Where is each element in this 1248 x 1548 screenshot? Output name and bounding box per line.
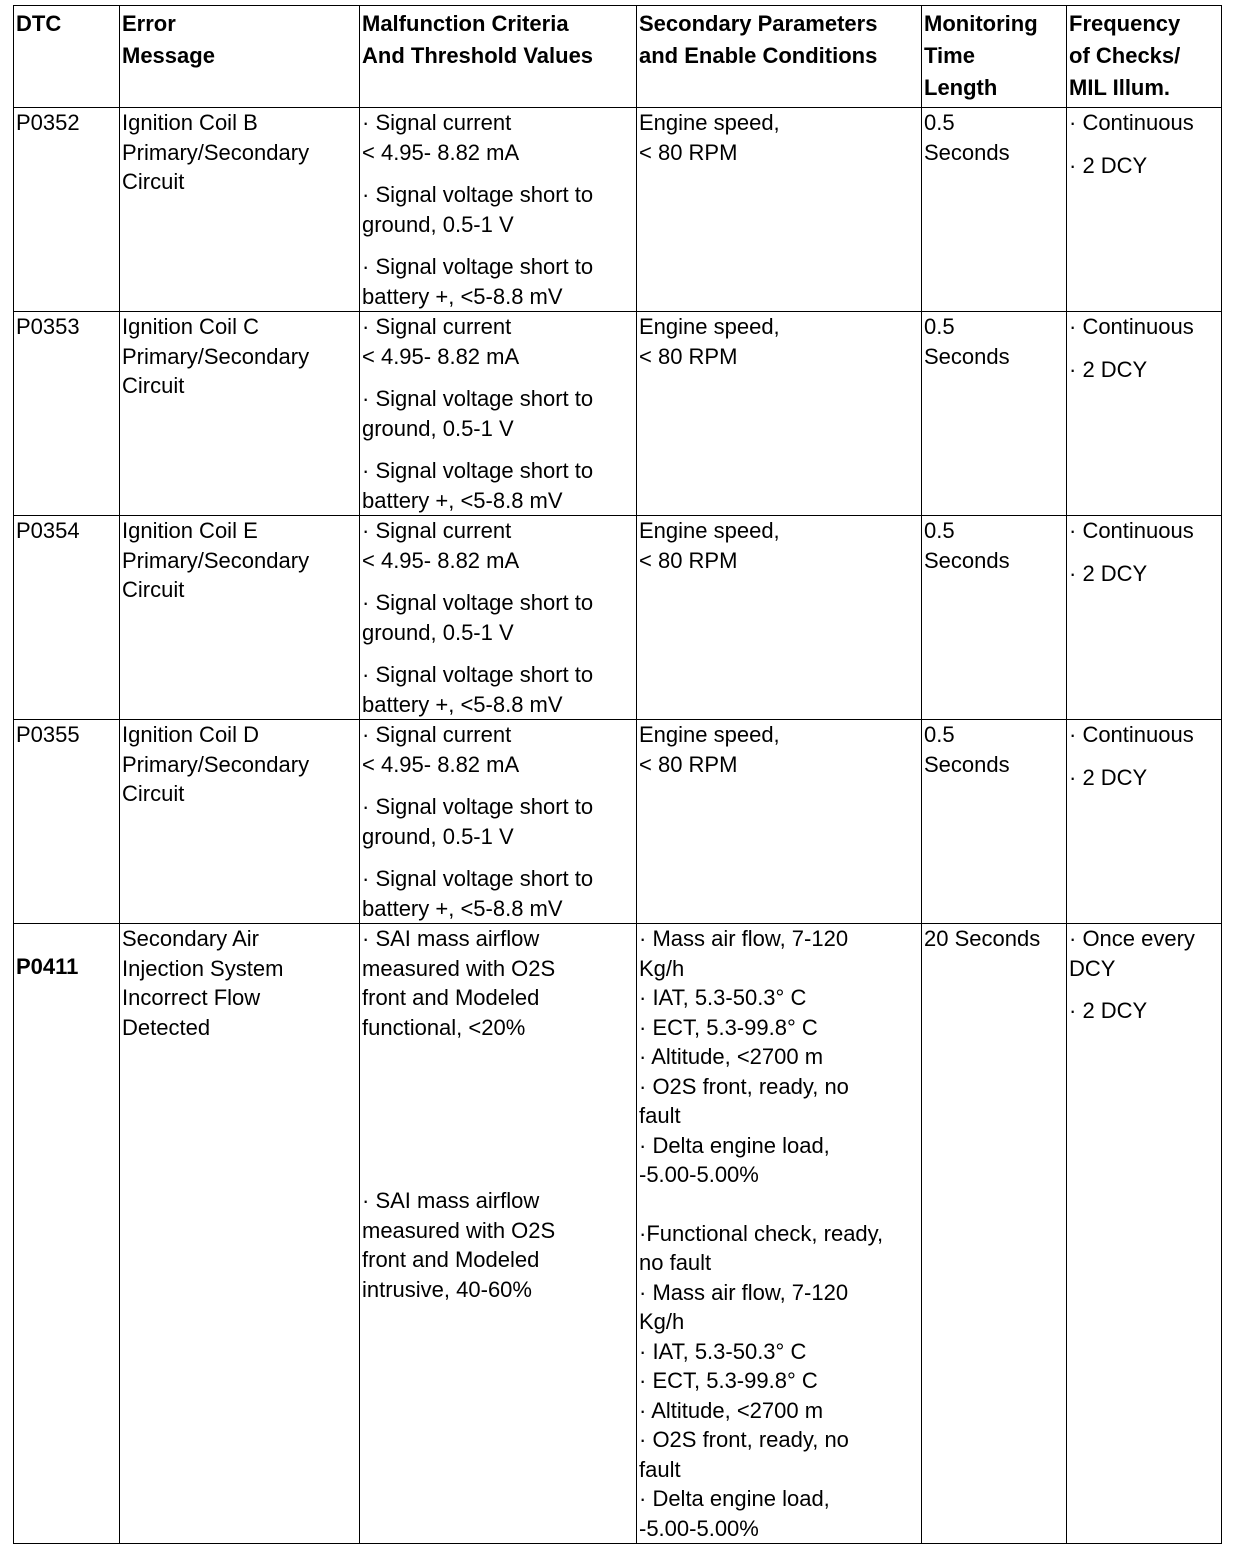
cell-line: · Signal voltage short to [362, 182, 594, 207]
error-message-cell [120, 924, 360, 1544]
cell-line: < 80 RPM [639, 343, 738, 369]
cell-line: ·Functional check, ready, [639, 1220, 884, 1246]
header-dtc: DTC [14, 6, 120, 108]
secondary-params-cell [637, 924, 922, 1544]
header-row [14, 6, 1222, 108]
malfunction-cell [360, 720, 637, 924]
cell-line: front and Modeled [362, 985, 540, 1010]
cell-line: Primary/Secondary [122, 343, 310, 369]
cell-line: Seconds [924, 751, 1010, 777]
cell-line: · Continuous [1069, 110, 1194, 135]
cell-line: Engine speed, [639, 314, 780, 339]
cell-line: -5.00-5.00% [639, 1162, 759, 1187]
cell-line: · Signal voltage short to [362, 794, 594, 819]
cell-line: · IAT, 5.3-50.3° C [639, 1338, 807, 1364]
cell-line: Secondary Air [122, 926, 259, 951]
secondary-params-cell [637, 108, 922, 312]
cell-line: · 2 DCY [1069, 764, 1148, 790]
cell-line: · Signal current [362, 722, 512, 747]
dtc-cell [14, 108, 120, 312]
header-monitoring-time: Monitoring Time Length [922, 6, 1067, 108]
cell-line: · Once every [1069, 926, 1195, 951]
cell-line: 0.5 [924, 518, 955, 543]
cell-line: · Signal voltage short to [362, 590, 594, 615]
coil-rows [14, 108, 1222, 924]
cell-line: fault [639, 1103, 681, 1128]
dtc-code: P0355 [16, 722, 80, 747]
cell-line: · Delta engine load, [639, 1132, 830, 1158]
header-frequency: Frequency of Checks/ MIL Illum. [1067, 6, 1222, 108]
cell-line: < 80 RPM [639, 547, 738, 573]
monitoring-time-cell [922, 108, 1067, 312]
monitoring-time-cell [922, 312, 1067, 516]
cell-line: · 2 DCY [1069, 560, 1148, 586]
malfunction-intrusive-block [362, 1186, 636, 1304]
cell-line: · Signal current [362, 110, 512, 135]
cell-line: · O2S front, ready, no [639, 1073, 849, 1099]
frequency-cell [1067, 108, 1222, 312]
secondary-params-cell [637, 516, 922, 720]
cell-line: Ignition Coil C [122, 314, 259, 339]
table-row-p0354 [14, 516, 1222, 720]
cell-line: Engine speed, [639, 110, 780, 135]
cell-line: · ECT, 5.3-99.8° C [639, 1368, 818, 1393]
cell-line: · ECT, 5.3-99.8° C [639, 1014, 818, 1040]
cell-line: < 4.95- 8.82 mA [362, 547, 520, 573]
cell-line: battery +, <5-8.8 mV [362, 895, 563, 921]
cell-line: Primary/Secondary [122, 139, 310, 165]
error-message-cell [120, 720, 360, 924]
cell-line: 0.5 [924, 314, 955, 339]
monitoring-time-cell: 20 Seconds [922, 924, 1067, 1544]
cell-line: · Mass air flow, 7-120 [639, 1279, 849, 1305]
error-message-cell [120, 312, 360, 516]
frequency-cell [1067, 720, 1222, 924]
frequency-cell [1067, 924, 1222, 1544]
error-message-cell [120, 516, 360, 720]
table-row-p0352 [14, 108, 1222, 312]
cell-line: 0.5 [924, 110, 955, 135]
cell-line: Detected [122, 1014, 211, 1040]
cell-line: Seconds [924, 547, 1010, 573]
malfunction-cell [360, 516, 637, 720]
cell-line: < 80 RPM [639, 139, 738, 165]
cell-line: ground, 0.5-1 V [362, 415, 514, 441]
cell-line: Incorrect Flow [122, 985, 261, 1010]
dtc-cell [14, 720, 120, 924]
cell-line: Ignition Coil B [122, 110, 258, 135]
cell-line: DCY [1069, 955, 1116, 981]
cell-line: < 4.95- 8.82 mA [362, 139, 520, 165]
cell-line: battery +, <5-8.8 mV [362, 691, 563, 717]
cell-line: intrusive, 40-60% [362, 1276, 532, 1302]
frequency-cell [1067, 516, 1222, 720]
cell-line: < 4.95- 8.82 mA [362, 751, 520, 777]
cell-line: · Signal voltage short to [362, 866, 594, 891]
cell-line: · O2S front, ready, no [639, 1427, 849, 1452]
cell-line: battery +, <5-8.8 mV [362, 487, 563, 513]
dtc-code: P0352 [16, 110, 80, 135]
dtc-table [13, 5, 1222, 1544]
cell-line: · Signal voltage short to [362, 386, 594, 411]
dtc-cell: P0411 [14, 924, 120, 1544]
cell-line: · Continuous [1069, 722, 1194, 747]
cell-line: fault [639, 1456, 681, 1482]
cell-line: -5.00-5.00% [639, 1515, 759, 1541]
cell-line: battery +, <5-8.8 mV [362, 283, 563, 309]
cell-line: < 80 RPM [639, 751, 738, 777]
frequency-cell [1067, 312, 1222, 516]
header-error-message: Error Message [120, 6, 360, 108]
cell-line: · Delta engine load, [639, 1486, 830, 1511]
cell-line: Kg/h [639, 1309, 685, 1334]
cell-line: · 2 DCY [1069, 152, 1148, 178]
header-secondary-parameters: Secondary Parameters and Enable Conditions [637, 6, 922, 108]
cell-line: · SAI mass airflow [362, 926, 540, 951]
cell-line: · Continuous [1069, 314, 1194, 339]
cell-line: Ignition Coil D [122, 722, 259, 747]
header-malfunction-criteria: Malfunction Criteria And Threshold Values [360, 6, 637, 108]
table-row-p0355 [14, 720, 1222, 924]
cell-line: Circuit [122, 577, 185, 602]
cell-line: · SAI mass airflow [362, 1188, 540, 1213]
secondary-intrusive-block [639, 1219, 921, 1544]
cell-line: measured with O2S [362, 1217, 556, 1243]
cell-line: · Signal current [362, 518, 512, 543]
cell-line: · Signal current [362, 314, 512, 339]
cell-line: Primary/Secondary [122, 547, 310, 573]
monitoring-time-cell [922, 720, 1067, 924]
cell-line: ground, 0.5-1 V [362, 619, 514, 645]
cell-line: Primary/Secondary [122, 751, 310, 777]
malfunction-cell [360, 108, 637, 312]
dtc-code: P0353 [16, 314, 80, 339]
cell-line: · Altitude, <2700 m [639, 1397, 824, 1423]
cell-line: · Mass air flow, 7-120 [639, 926, 849, 951]
cell-line: measured with O2S [362, 955, 556, 981]
cell-line: Circuit [122, 781, 185, 806]
cell-line: · 2 DCY [1069, 998, 1148, 1023]
cell-line: ground, 0.5-1 V [362, 211, 514, 237]
cell-line: Circuit [122, 169, 185, 194]
cell-line: · Signal voltage short to [362, 458, 594, 483]
cell-line: Engine speed, [639, 518, 780, 543]
secondary-params-cell [637, 720, 922, 924]
dtc-code: P0354 [16, 518, 80, 543]
cell-line: · Signal voltage short to [362, 662, 594, 687]
table-row-p0411 [14, 924, 1222, 1544]
cell-line: < 4.95- 8.82 mA [362, 343, 520, 369]
table-row-p0353 [14, 312, 1222, 516]
secondary-params-cell [637, 312, 922, 516]
cell-line: functional, <20% [362, 1014, 526, 1040]
cell-line: · Continuous [1069, 518, 1194, 543]
cell-line: Ignition Coil E [122, 518, 258, 543]
cell-line: Circuit [122, 373, 185, 398]
cell-line: Seconds [924, 139, 1010, 165]
cell-line: front and Modeled [362, 1247, 540, 1272]
cell-line: · Altitude, <2700 m [639, 1044, 824, 1069]
malfunction-cell [360, 312, 637, 516]
dtc-cell [14, 516, 120, 720]
malfunction-cell [360, 924, 637, 1544]
cell-line: Engine speed, [639, 722, 780, 747]
cell-line: ground, 0.5-1 V [362, 823, 514, 849]
cell-line: 0.5 [924, 722, 955, 747]
cell-line: · Signal voltage short to [362, 254, 594, 279]
cell-line: · 2 DCY [1069, 356, 1148, 382]
cell-line: no fault [639, 1250, 712, 1275]
cell-line: Kg/h [639, 955, 685, 981]
monitoring-time-cell [922, 516, 1067, 720]
cell-line: Seconds [924, 343, 1010, 369]
cell-line: · IAT, 5.3-50.3° C [639, 985, 807, 1010]
error-message-cell [120, 108, 360, 312]
dtc-cell [14, 312, 120, 516]
cell-line: Injection System [122, 955, 284, 981]
